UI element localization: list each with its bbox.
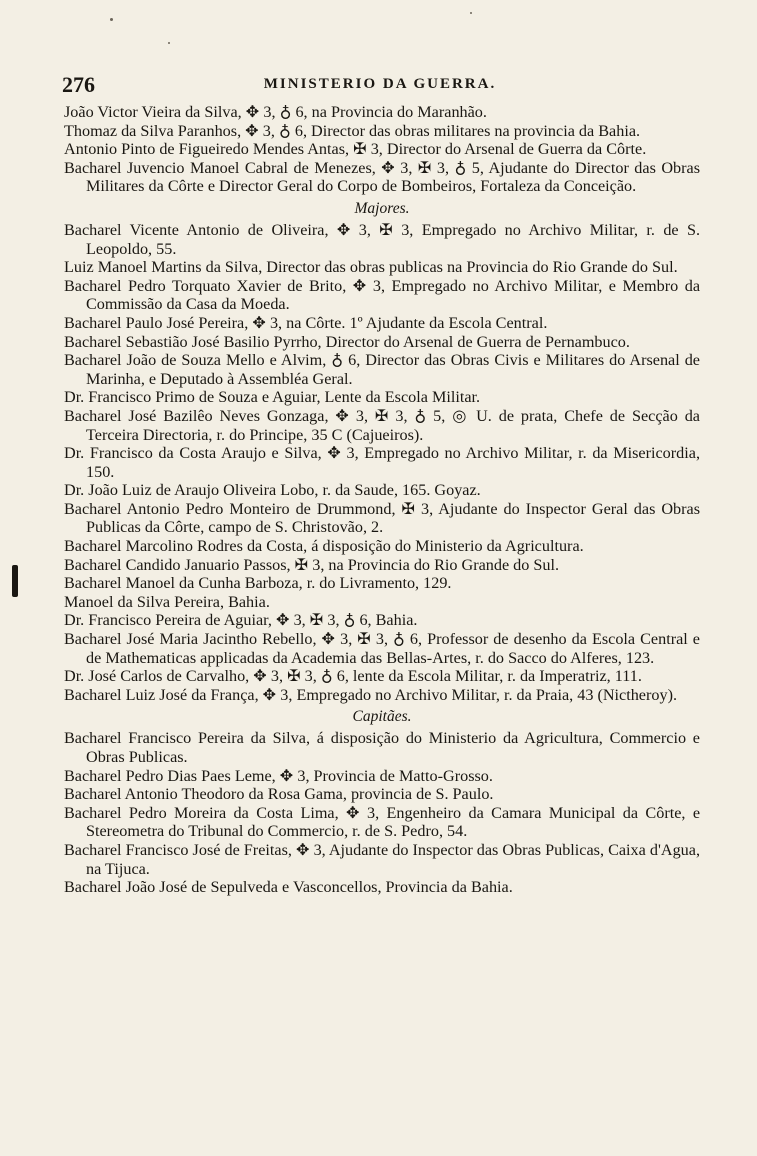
paper-speck — [110, 18, 113, 21]
paper-speck — [470, 12, 472, 14]
section-heading-capitaes: Capitães. — [352, 708, 412, 726]
list-item: Bacharel João de Souza Mello e Alvim, ♁ 6, Director das Obras Civis e Militares do Arsenal de Marinha, e Deputado à Assembléa Geral. — [64, 351, 700, 388]
list-item: Bacharel Francisco Pereira da Silva, á disposição do Ministerio da Agricultura, Commercio e Obras Publicas. — [64, 729, 700, 766]
list-item: Bacharel José Bazilêo Neves Gonzaga, ✥ 3, ✠ 3, ♁ 5, ◎ U. de prata, Chefe de Secção da Terceira Directoria, r. do Principe, 35 C (Cajueiros). — [64, 406, 700, 444]
list-item: Bacharel Antonio Theodoro da Rosa Gama, provincia de S. Paulo. — [64, 785, 494, 804]
page-title: MINISTERIO DA GUERRA. — [263, 76, 497, 92]
text-body — [64, 103, 700, 897]
list-item: Bacharel Pedro Torquato Xavier de Brito, ✥ 3, Empregado no Archivo Militar, e Membro da Commissão da Casa da Moeda. — [64, 276, 700, 314]
list-item: João Victor Vieira da Silva, ✥ 3, ♁ 6, na Provincia do Maranhão. — [64, 103, 487, 121]
list-item: Bacharel Luiz José da França, ✥ 3, Empregado no Archivo Militar, r. da Praia, 43 (Nictheroy). — [64, 685, 678, 704]
list-item: Bacharel José Maria Jacintho Rebello, ✥ 3, ✠ 3, ♁ 6, Professor de desenho da Escola Central e de Mathematicas applicadas da Academia das Bellas-Artes, r. do Sacco do Alferes, 123. — [64, 630, 700, 667]
list-item: Bacharel João José de Sepulveda e Vasconcellos, Provincia da Bahia. — [64, 878, 513, 897]
list-item: Thomaz da Silva Paranhos, ✥ 3, ♁ 6, Director das obras militares na provincia da Bahia. — [64, 121, 641, 140]
list-item: Bacharel Vicente Antonio de Oliveira, ✥ 3, ✠ 3, Empregado no Archivo Militar, r. de S. Leopoldo, 55. — [64, 220, 700, 258]
list-item: Bacharel Juvencio Manoel Cabral de Menezes, ✥ 3, ✠ 3, ♁ 5, Ajudante do Director das Obras Militares da Côrte e Director Geral do Corpo de Bombeiros, Fortaleza da Conceição. — [64, 158, 700, 196]
list-item: Bacharel Sebastião José Basilio Pyrrho, Director do Arsenal de Guerra de Pernambuco. — [64, 332, 630, 351]
list-item: Bacharel Francisco José de Freitas, ✥ 3, Ajudante do Inspector das Obras Publicas, Caixa d'Agua, na Tijuca. — [64, 840, 700, 878]
list-item: Bacharel Antonio Pedro Monteiro de Drummond, ✠ 3, Ajudante do Inspector Geral das Obras Publicas da Côrte, campo de S. Christovão, 2. — [64, 499, 700, 537]
list-item: Bacharel Manoel da Cunha Barboza, r. do Livramento, 129. — [64, 574, 452, 593]
list-item: Manoel da Silva Pereira, Bahia. — [64, 592, 270, 611]
list-item: Bacharel Pedro Moreira da Costa Lima, ✥ 3, Engenheiro da Camara Municipal da Côrte, e Stereometra do Tribunal do Commercio, r. de S. Pedro, 54. — [64, 803, 700, 841]
entry-group-top — [64, 103, 700, 196]
list-item: Luiz Manoel Martins da Silva, Director das obras publicas na Provincia do Rio Grande do Sul. — [64, 258, 678, 277]
list-item: Bacharel Candido Januario Passos, ✠ 3, na Provincia do Rio Grande do Sul. — [64, 555, 560, 574]
list-item: Antonio Pinto de Figueiredo Mendes Antas, ✠ 3, Director do Arsenal de Guerra da Côrte. — [64, 140, 647, 159]
margin-ink-mark — [12, 565, 18, 597]
list-item: Bacharel Pedro Dias Paes Leme, ✥ 3, Provincia de Matto-Grosso. — [64, 766, 493, 785]
list-item: Bacharel Paulo José Pereira, ✥ 3, na Côrte. 1º Ajudante da Escola Central. — [64, 313, 548, 332]
list-item: Bacharel Marcolino Rodres da Costa, á disposição do Ministerio da Agricultura. — [64, 537, 584, 556]
list-item: Dr. Francisco da Costa Araujo e Silva, ✥ 3, Empregado no Archivo Militar, r. da Misericordia, 150. — [64, 444, 700, 481]
entry-group-capitaes — [64, 729, 700, 896]
list-item: Dr. Francisco Primo de Souza e Aguiar, Lente da Escola Militar. — [64, 388, 481, 407]
list-item: Dr. Francisco Pereira de Aguiar, ✥ 3, ✠ 3, ♁ 6, Bahia. — [64, 611, 418, 630]
list-item: Dr. João Luiz de Araujo Oliveira Lobo, r. da Saude, 165. Goyaz. — [64, 481, 481, 500]
list-item: Dr. José Carlos de Carvalho, ✥ 3, ✠ 3, ♁ 6, lente da Escola Militar, r. da Imperatriz, 111. — [64, 667, 642, 686]
running-header — [60, 72, 700, 100]
entry-group-majores — [64, 221, 700, 704]
paper-speck — [168, 42, 170, 44]
page-number: 276 — [62, 72, 95, 97]
section-heading-majores: Majores. — [354, 199, 410, 217]
